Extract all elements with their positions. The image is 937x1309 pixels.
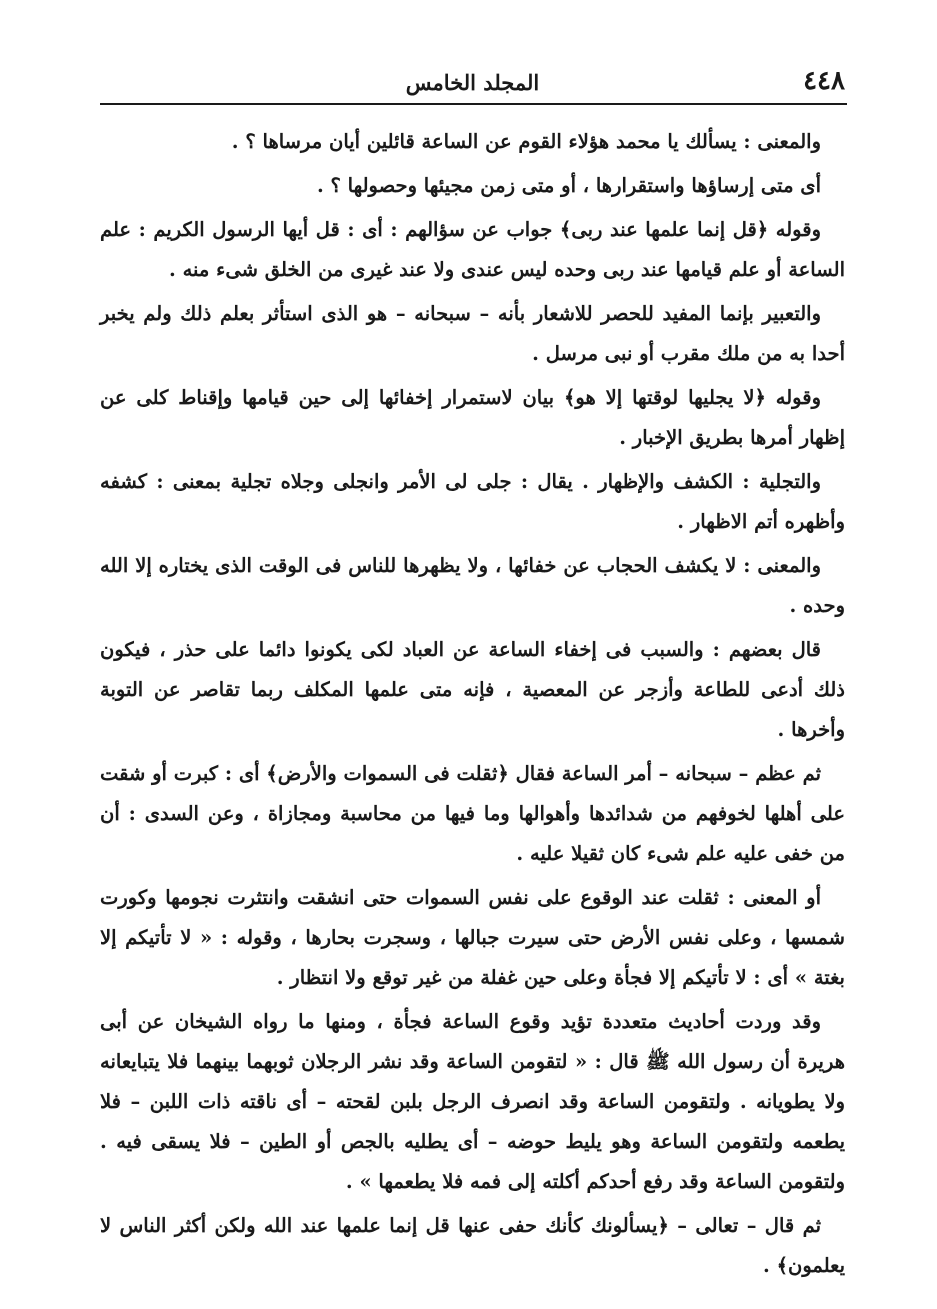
paragraph: ثم قال – تعالى – ﴿يسألونك كأنك حفى عنها قل إنما علمها عند الله ولكن أكثر الناس لا يعلمون﴾ . — [100, 1214, 845, 1277]
paragraph: أو المعنى : ثقلت عند الوقوع على نفس السموات حتى انشقت وانتثرت نجومها وكورت شمسها ، وعلى نفس الأرض حتى سيرت جبالها ، وسجرت بحارها ، وقوله : « لا تأتيكم إلا بغتة » أى : لا تأتيكم إلا فجأة وعلى حين غفلة من غير توقع ولا انتظار . — [100, 886, 845, 989]
running-title: المجلد الخامس — [405, 70, 540, 95]
paragraph: وقد وردت أحاديث متعددة تؤيد وقوع الساعة فجأة ، ومنها ما رواه الشيخان عن أبى هريرة أن رسول الله ﷺ قال : « لتقومن الساعة وقد نشر الرجلان ثوبهما بينهما فلا يتبايعانه ولا يطويانه . ولتقومن الساعة وقد انصرف الرجل بلبن لقحته – أى ناقته ذات اللبن – فلا يطعمه ولتقومن الساعة وهو يليط حوضه – أى يطليه بالجص أو الطين – فلا يسقى فيه . ولتقومن الساعة وقد رفع أحدكم أكلته إلى فمه فلا يطعمها » . — [100, 1010, 845, 1193]
page-body — [100, 122, 845, 1290]
page-header — [100, 62, 845, 102]
page-number: ٤٤٨ — [803, 66, 845, 96]
paragraph: قال بعضهم : والسبب فى إخفاء الساعة عن العباد لكى يكونوا دائما على حذر ، فيكون ذلك أدعى للطاعة وأزجر عن المعصية ، فإنه متى علمها المكلف ربما تقاصر عن التوبة وأخرها . — [100, 638, 845, 741]
paragraph: والتعبير بإنما المفيد للحصر للاشعار بأنه – سبحانه – هو الذى استأثر بعلم ذلك ولم يخبر أحدا به من ملك مقرب أو نبى مرسل . — [100, 302, 845, 365]
paragraph: ثم عظم – سبحانه – أمر الساعة فقال ﴿ثقلت فى السموات والأرض﴾ أى : كبرت أو شقت على أهلها لخوفهم من شدائدها وأهوالها وما فيها من محاسبة ومجازاة ، وعن السدى : أن من خفى عليه علم شىء كان ثقيلا عليه . — [100, 762, 845, 865]
paragraph: أى متى إرساؤها واستقرارها ، أو متى زمن مجيئها وحصولها ؟ . — [316, 174, 821, 197]
paragraph: والمعنى : يسألك يا محمد هؤلاء القوم عن الساعة قائلين أيان مرساها ؟ . — [231, 130, 821, 153]
header-rule — [100, 103, 847, 105]
paragraph: وقوله ﴿قل إنما علمها عند ربى﴾ جواب عن سؤالهم : أى : قل أيها الرسول الكريم : علم الساعة أو علم قيامها عند ربى وحده ليس عندى ولا عند غيرى من الخلق شىء منه . — [100, 218, 845, 281]
paragraph: والمعنى : لا يكشف الحجاب عن خفائها ، ولا يظهرها للناس فى الوقت الذى يختاره إلا الله وحده . — [100, 554, 845, 617]
paragraph: والتجلية : الكشف والإظهار . يقال : جلى لى الأمر وانجلى وجلاه تجلية بمعنى : كشفه وأظهره أتم الاظهار . — [100, 470, 845, 533]
paragraph: وقوله ﴿لا يجليها لوقتها إلا هو﴾ بيان لاستمرار إخفائها إلى حين قيامها وإقناط كلى عن إظهار أمرها بطريق الإخبار . — [100, 386, 845, 449]
